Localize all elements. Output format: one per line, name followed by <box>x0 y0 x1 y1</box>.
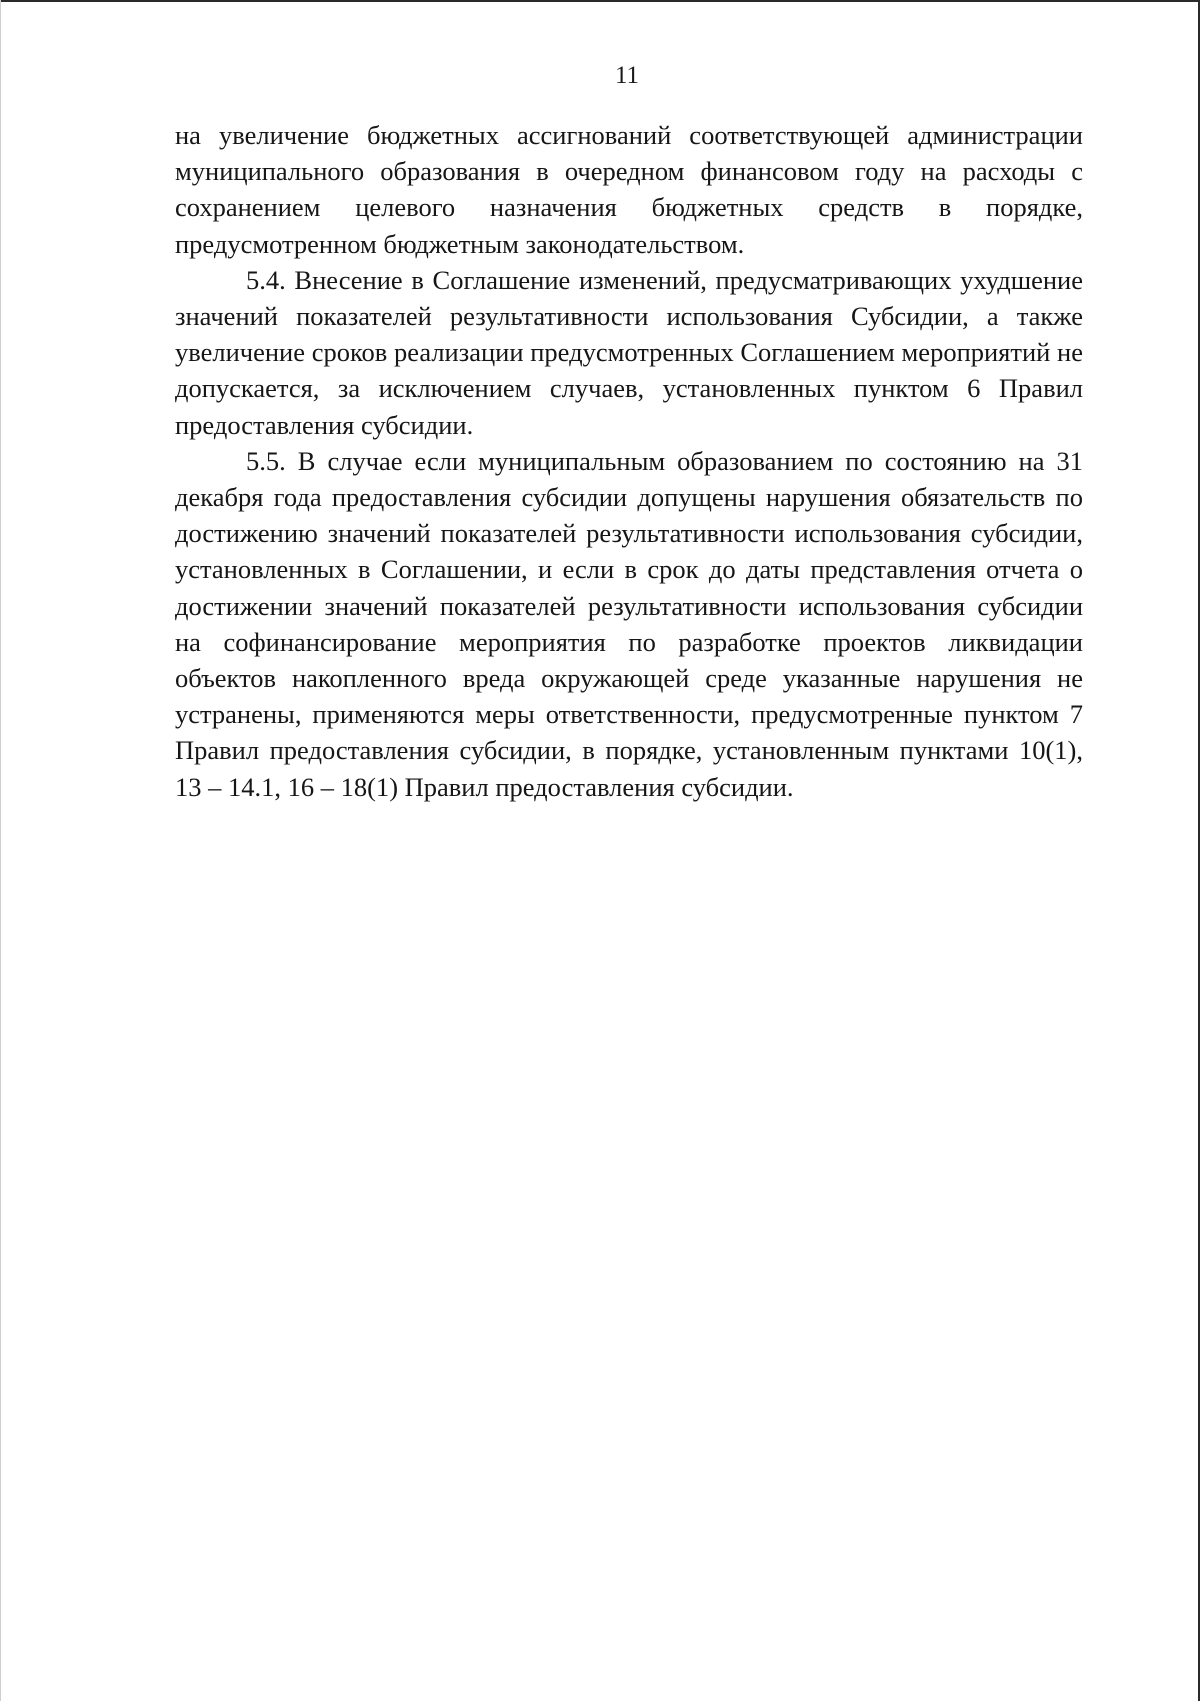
paragraph-5-4: 5.4. Внесение в Соглашение изменений, предусматривающих ухудшение значений показателей результативности использования Субсидии, а также увеличение сроков реализации предусмотренных Соглашением мероприятий не допускается, за исключением случаев, установленных пунктом 6 Правил предоставления субсидии. <box>175 264 1083 440</box>
document-body <box>175 117 1083 805</box>
paragraph-continuation: на увеличение бюджетных ассигнований соответствующей администрации муниципального образования в очередном финансовом году на расходы с сохранением целевого назначения бюджетных средств в порядке, предусмотренном бюджетным законодательством. <box>175 120 1083 259</box>
page-number: 11 <box>614 62 640 89</box>
scan-edge-top <box>0 0 1200 2</box>
paragraph-5-5: 5.5. В случае если муниципальным образованием по состоянию на 31 декабря года предоставления субсидии допущены нарушения обязательств по достижению значений показателей результативности использования субсидии, установленных в Соглашении, и если в срок до даты представления отчета о достижении значений показателей результативности использования субсидии на софинансирование мероприятия по разработке проектов ликвидации объектов накопленного вреда окружающей среде указанные нарушения не устранены, применяются меры ответственности, предусмотренные пунктом 7 Правил предоставления субсидии, в порядке, установленным пунктами 10(1), 13 – 14.1, 16 – 18(1) Правил предоставления субсидии. <box>175 445 1083 802</box>
scan-edge-left <box>0 0 1 1701</box>
